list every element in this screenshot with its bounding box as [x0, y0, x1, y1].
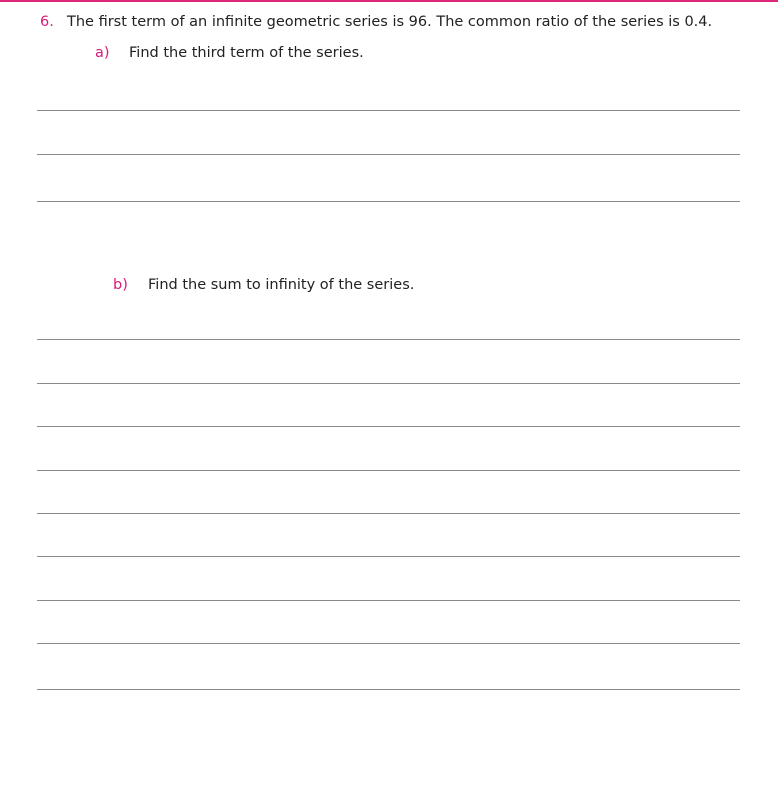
top-accent-rule — [0, 0, 778, 2]
question-number: 6. — [40, 14, 54, 30]
answer-line[interactable] — [37, 339, 740, 340]
part-a-text: Find the third term of the series. — [129, 45, 364, 61]
part-a-label: a) — [95, 45, 110, 61]
answer-line[interactable] — [37, 154, 740, 155]
part-b — [113, 276, 414, 294]
answer-line[interactable] — [37, 426, 740, 427]
answer-line[interactable] — [37, 556, 740, 557]
question-6 — [40, 13, 712, 31]
answer-line[interactable] — [37, 470, 740, 471]
part-b-label: b) — [113, 277, 128, 293]
question-text: The first term of an infinite geometric series is 96. The common ratio of the series is 0.4. — [67, 14, 713, 30]
answer-line[interactable] — [37, 689, 740, 690]
answer-line[interactable] — [37, 383, 740, 384]
part-a — [95, 44, 364, 62]
answer-line[interactable] — [37, 110, 740, 111]
part-b-text: Find the sum to infinity of the series. — [148, 277, 415, 293]
answer-line[interactable] — [37, 600, 740, 601]
answer-line[interactable] — [37, 513, 740, 514]
answer-line[interactable] — [37, 201, 740, 202]
answer-line[interactable] — [37, 643, 740, 644]
